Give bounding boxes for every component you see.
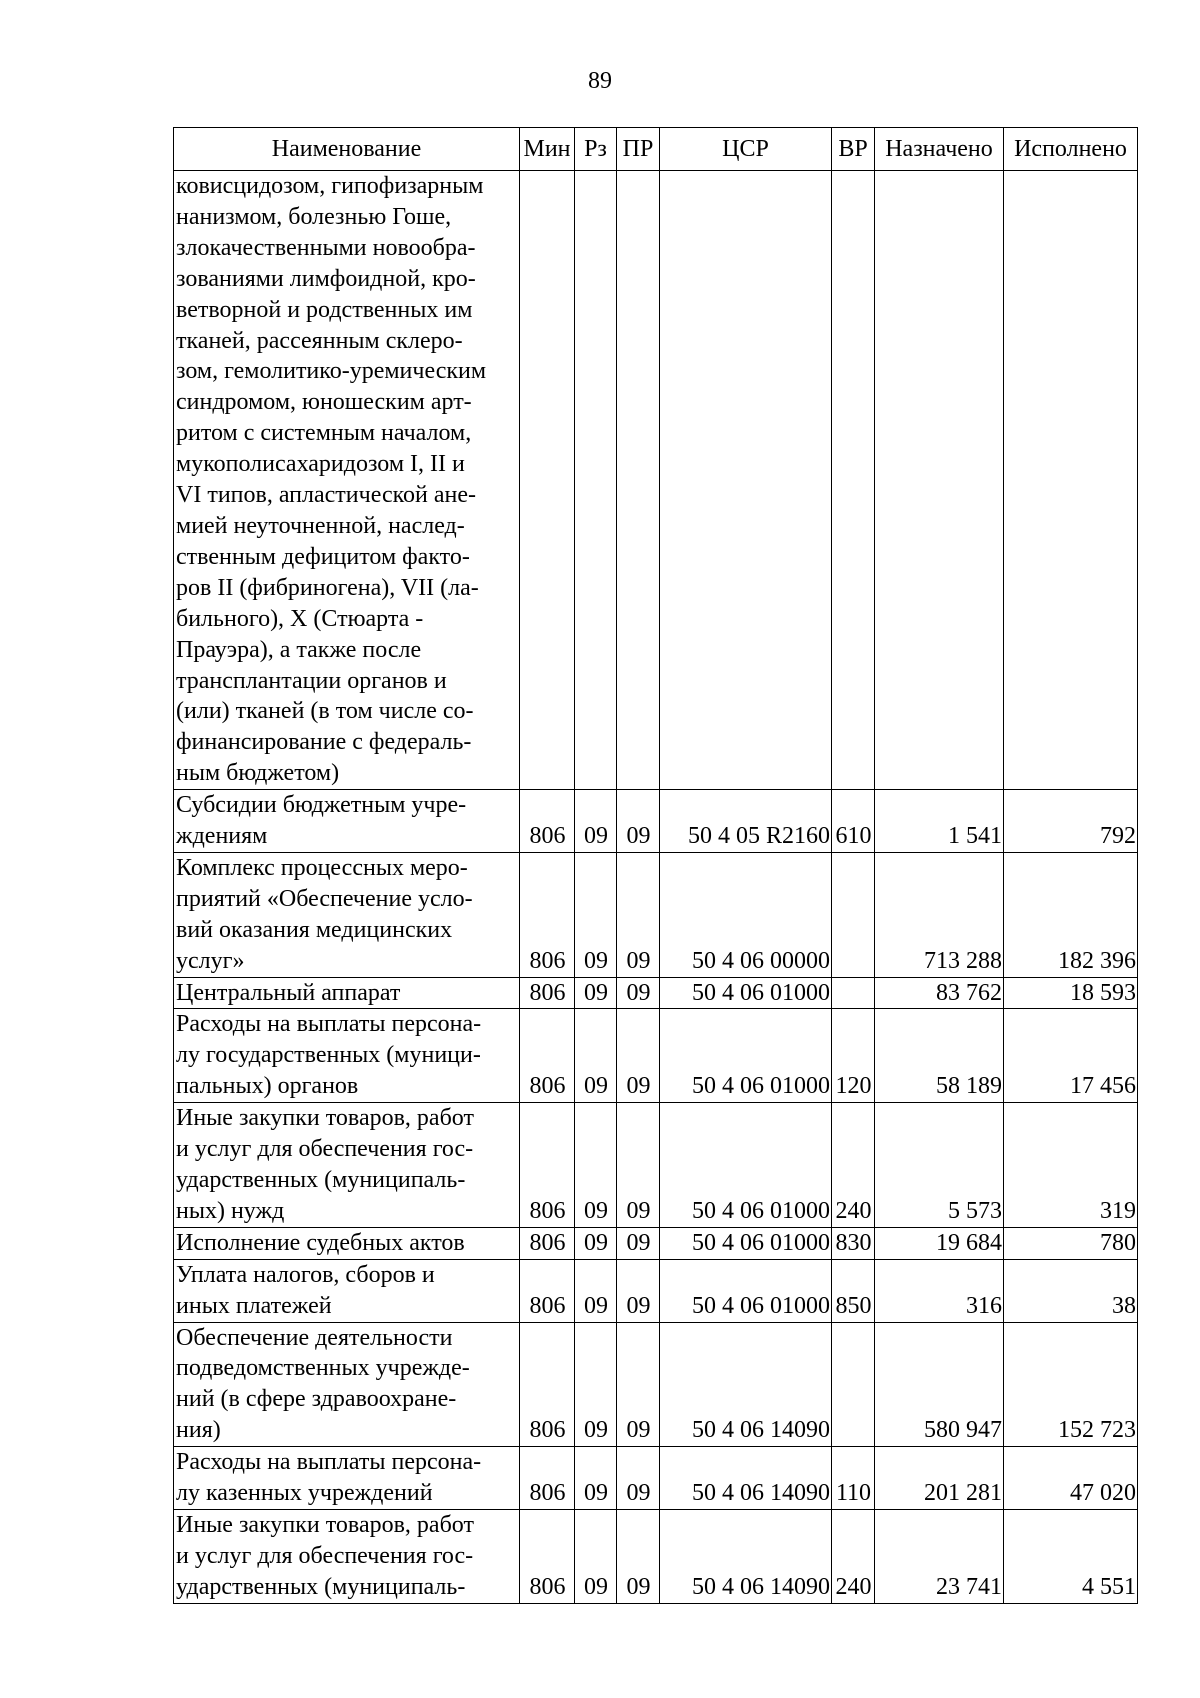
row-pr: 09 xyxy=(617,1227,660,1259)
row-vr: 850 xyxy=(832,1259,875,1322)
row-csr: 50 4 06 01000 xyxy=(660,1227,832,1259)
row-csr: 50 4 06 14090 xyxy=(660,1322,832,1447)
row-csr: 50 4 06 14090 xyxy=(660,1509,832,1603)
table-row xyxy=(174,1103,1138,1228)
row-min xyxy=(520,171,575,790)
row-csr: 50 4 06 01000 xyxy=(660,1103,832,1228)
header-pr: ПР xyxy=(617,128,660,171)
row-pr xyxy=(617,171,660,790)
row-csr: 50 4 05 R2160 xyxy=(660,790,832,853)
row-csr: 50 4 06 00000 xyxy=(660,852,832,977)
header-vr: ВР xyxy=(832,128,875,171)
page-number: 89 xyxy=(588,68,612,94)
row-name: Центральный аппарат xyxy=(174,977,520,1009)
row-vr: 240 xyxy=(832,1103,875,1228)
row-assigned: 316 xyxy=(875,1259,1004,1322)
row-min: 806 xyxy=(520,852,575,977)
row-pr: 09 xyxy=(617,977,660,1009)
row-pr: 09 xyxy=(617,790,660,853)
row-rz: 09 xyxy=(575,1103,617,1228)
row-vr: 120 xyxy=(832,1009,875,1103)
row-rz: 09 xyxy=(575,977,617,1009)
row-name: Иные закупки товаров, работ и услуг для обеспечения гос- ударственных (муниципаль- xyxy=(174,1509,520,1603)
row-rz: 09 xyxy=(575,1509,617,1603)
row-min: 806 xyxy=(520,1509,575,1603)
row-rz: 09 xyxy=(575,1227,617,1259)
table-row xyxy=(174,977,1138,1009)
row-name: ковисцидозом, гипофизарным нанизмом, болезнью Гоше, злокачественными новообра- зованиями лимфоидной, кро- ветворной и родственных им тканей, рассеянным склеро- зом, гемолитико-уремическим синдромом, юношеским арт- ритом с системным началом, мукополисахаридозом I, II и VI типов, апластической ане- мией неуточненной, наслед- ственным дефицитом факто- ров II (фибриногена), VII (ла- бильного), X (Стюарта - Прауэра), а также после трансплантации органов и (или) тканей (в том числе со- финансирование с федераль- ным бюджетом) xyxy=(174,171,520,790)
row-assigned: 713 288 xyxy=(875,852,1004,977)
row-csr: 50 4 06 01000 xyxy=(660,977,832,1009)
row-pr: 09 xyxy=(617,1509,660,1603)
row-min: 806 xyxy=(520,1227,575,1259)
row-vr: 610 xyxy=(832,790,875,853)
row-executed: 17 456 xyxy=(1004,1009,1138,1103)
row-csr: 50 4 06 01000 xyxy=(660,1009,832,1103)
header-csr: ЦСР xyxy=(660,128,832,171)
row-assigned: 58 189 xyxy=(875,1009,1004,1103)
row-min: 806 xyxy=(520,977,575,1009)
row-csr: 50 4 06 01000 xyxy=(660,1259,832,1322)
row-min: 806 xyxy=(520,1009,575,1103)
row-vr xyxy=(832,171,875,790)
row-rz: 09 xyxy=(575,1259,617,1322)
table-row xyxy=(174,1447,1138,1510)
row-assigned: 5 573 xyxy=(875,1103,1004,1228)
header-rz: Рз xyxy=(575,128,617,171)
row-rz: 09 xyxy=(575,1447,617,1510)
row-pr: 09 xyxy=(617,1009,660,1103)
row-vr: 240 xyxy=(832,1509,875,1603)
row-executed: 780 xyxy=(1004,1227,1138,1259)
row-min: 806 xyxy=(520,1103,575,1228)
row-executed: 182 396 xyxy=(1004,852,1138,977)
row-name: Субсидии бюджетным учре- ждениям xyxy=(174,790,520,853)
row-pr: 09 xyxy=(617,852,660,977)
row-assigned: 23 741 xyxy=(875,1509,1004,1603)
row-min: 806 xyxy=(520,1447,575,1510)
row-executed: 152 723 xyxy=(1004,1322,1138,1447)
row-pr: 09 xyxy=(617,1103,660,1228)
row-executed: 792 xyxy=(1004,790,1138,853)
row-min: 806 xyxy=(520,1322,575,1447)
row-vr xyxy=(832,1322,875,1447)
table-row xyxy=(174,1322,1138,1447)
row-min: 806 xyxy=(520,790,575,853)
header-min: Мин xyxy=(520,128,575,171)
row-executed xyxy=(1004,171,1138,790)
row-csr: 50 4 06 14090 xyxy=(660,1447,832,1510)
row-assigned: 580 947 xyxy=(875,1322,1004,1447)
row-name: Расходы на выплаты персона- лу казенных учреждений xyxy=(174,1447,520,1510)
table-row xyxy=(174,852,1138,977)
row-assigned: 1 541 xyxy=(875,790,1004,853)
row-rz: 09 xyxy=(575,1009,617,1103)
header-assigned: Назначено xyxy=(875,128,1004,171)
row-name: Расходы на выплаты персона- лу государственных (муници- пальных) органов xyxy=(174,1009,520,1103)
row-pr: 09 xyxy=(617,1322,660,1447)
row-name: Комплекс процессных меро- приятий «Обеспечение усло- вий оказания медицинских услуг» xyxy=(174,852,520,977)
table-row xyxy=(174,790,1138,853)
table-row xyxy=(174,1009,1138,1103)
table-row xyxy=(174,1509,1138,1603)
row-assigned: 201 281 xyxy=(875,1447,1004,1510)
row-rz xyxy=(575,171,617,790)
row-assigned xyxy=(875,171,1004,790)
row-assigned: 19 684 xyxy=(875,1227,1004,1259)
row-vr: 830 xyxy=(832,1227,875,1259)
row-vr xyxy=(832,852,875,977)
header-executed: Исполнено xyxy=(1004,128,1138,171)
budget-table xyxy=(173,127,1138,1604)
table-header-row xyxy=(174,128,1138,171)
row-rz: 09 xyxy=(575,790,617,853)
row-name: Уплата налогов, сборов и иных платежей xyxy=(174,1259,520,1322)
row-rz: 09 xyxy=(575,852,617,977)
row-executed: 319 xyxy=(1004,1103,1138,1228)
table-row xyxy=(174,1227,1138,1259)
row-executed: 18 593 xyxy=(1004,977,1138,1009)
row-executed: 47 020 xyxy=(1004,1447,1138,1510)
row-pr: 09 xyxy=(617,1447,660,1510)
row-min: 806 xyxy=(520,1259,575,1322)
row-executed: 4 551 xyxy=(1004,1509,1138,1603)
row-pr: 09 xyxy=(617,1259,660,1322)
table-row xyxy=(174,1259,1138,1322)
row-name: Иные закупки товаров, работ и услуг для обеспечения гос- ударственных (муниципаль- ных) нужд xyxy=(174,1103,520,1228)
row-rz: 09 xyxy=(575,1322,617,1447)
row-name: Обеспечение деятельности подведомственных учрежде- ний (в сфере здравоохране- ния) xyxy=(174,1322,520,1447)
row-vr: 110 xyxy=(832,1447,875,1510)
row-executed: 38 xyxy=(1004,1259,1138,1322)
header-name: Наименование xyxy=(174,128,520,171)
row-csr xyxy=(660,171,832,790)
table-row xyxy=(174,171,1138,790)
row-assigned: 83 762 xyxy=(875,977,1004,1009)
row-vr xyxy=(832,977,875,1009)
row-name: Исполнение судебных актов xyxy=(174,1227,520,1259)
